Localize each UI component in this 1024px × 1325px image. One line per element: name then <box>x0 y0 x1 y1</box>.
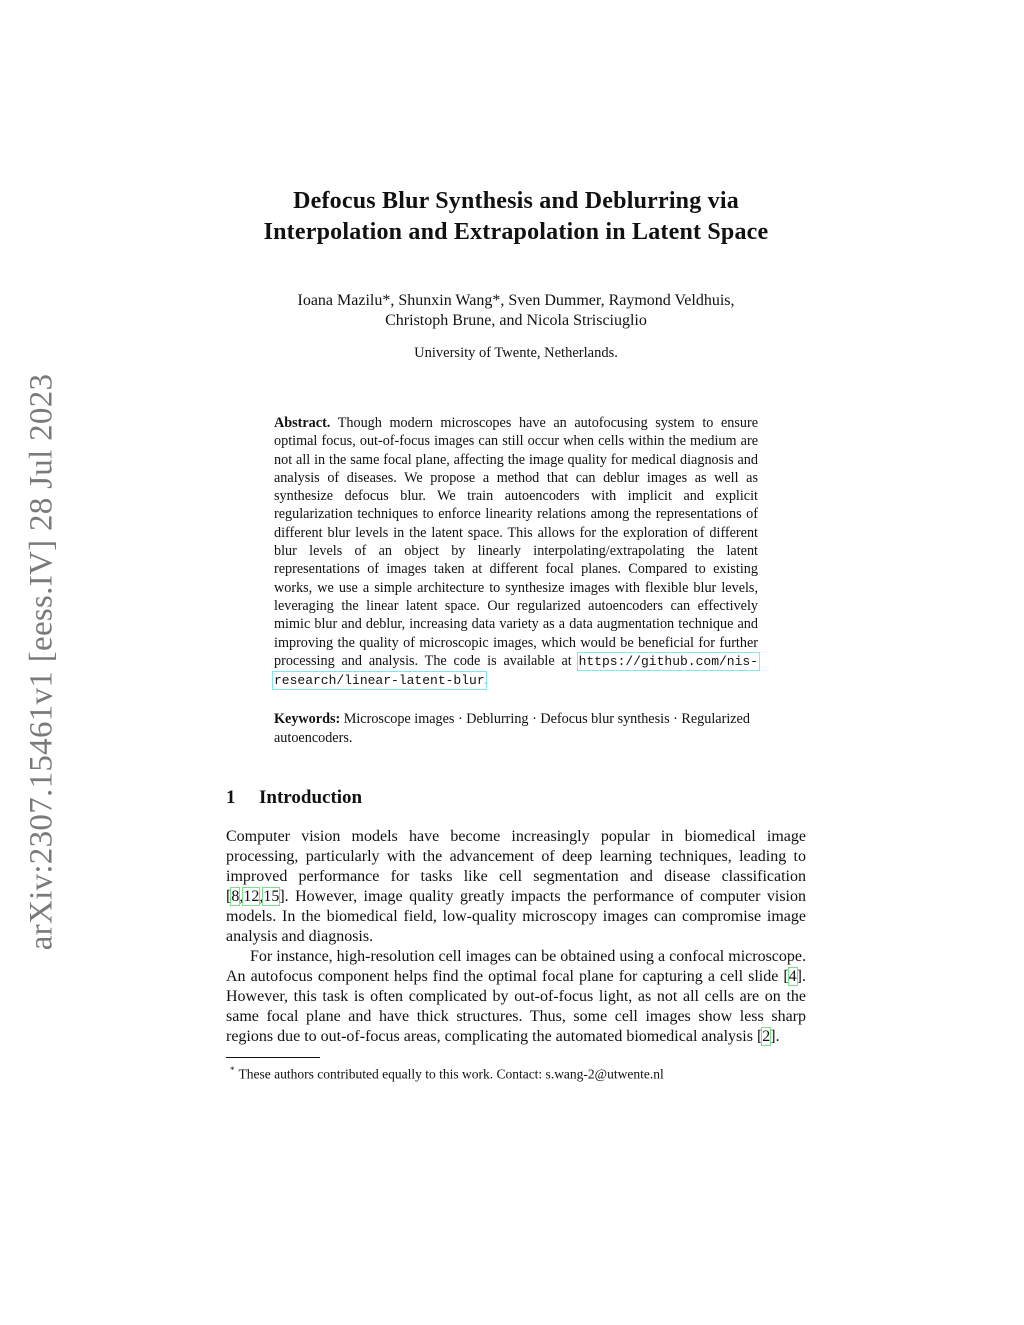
section-title: Introduction <box>259 787 363 809</box>
citation-15[interactable]: 15 <box>263 888 280 906</box>
title-line-1: Defocus Blur Synthesis and Deblurring via <box>293 188 739 214</box>
author-list <box>226 291 806 331</box>
p2-text-mid: ]. However, this task is often complicated by out-of-focus light, as not all cells are on the same focal plane and have thick structures. Thus, some cell images show less sharp regions due to out-of-focus areas, complicating the automated biomedical analysis [ <box>226 968 806 1046</box>
footnote-divider <box>226 1057 320 1058</box>
title-line-2: Interpolation and Extrapolation in Latent Space <box>263 219 769 245</box>
paragraph-2 <box>226 947 806 1047</box>
paragraph-1 <box>226 827 806 947</box>
p1-text-end: ]. However, image quality greatly impacts the performance of computer vision models. In the biomedical field, low-quality microscopy images can compromise image analysis and diagnosis. <box>226 888 806 946</box>
abstract-text: Though modern microscopes have an autofocusing system to ensure optimal focus, out-of-focus images can still occur when cells within the medium are not all in the same focal plane, affecting the image quality for medical diagnosis and analysis of diseases. We propose a method that can deblur images as well as synthesize defocus blur. We train autoencoders with implicit and explicit regularization techniques to enforce linearity relations among the representations of different blur levels in the latent space. This allows for the exploration of different blur levels of an object by linearly interpolating/extrapolating the latent representations of images taken at different focal planes. Compared to existing works, we use a simple architecture to synthesize images with flexible blur levels, leveraging the linear latent space. Our regularized autoencoders can effectively mimic blur and deblur, increasing data variety as a data augmentation technique and improving the quality of microscopic images, which would be beneficial for further processing and analysis. The code is available at <box>274 415 758 669</box>
code-repository-link[interactable]: https://github.com/nis-research/linear-latent-blur <box>274 653 759 689</box>
p1-sep-2: , <box>259 888 264 906</box>
p1-text-start: Computer vision models have become increasingly popular in biomedical image processing, particularly with the advancement of deep learning techniques, leading to improved performance for tasks like cell segmentation and disease classification [ <box>226 828 806 906</box>
citation-4[interactable]: 4 <box>788 968 797 986</box>
abstract-label: Abstract. <box>274 415 331 431</box>
abstract-end-punct: . <box>484 672 489 689</box>
section-heading-introduction <box>226 787 806 809</box>
introduction-body <box>226 827 806 1047</box>
footnote <box>226 1062 806 1083</box>
paper-title <box>226 186 806 248</box>
p2-text-start: For instance, high-resolution cell images can be obtained using a confocal microscope. An autofocus component helps find the optimal focal plane for capturing a cell slide [ <box>226 948 806 986</box>
citation-8[interactable]: 8 <box>231 888 240 906</box>
keywords <box>274 710 758 747</box>
citation-2[interactable]: 2 <box>762 1028 771 1046</box>
p1-sep-1: , <box>239 888 244 906</box>
authors-line-2: Christoph Brune, and Nicola Strisciuglio <box>385 312 647 329</box>
footnote-marker: * <box>230 1065 235 1076</box>
section-number: 1 <box>226 787 236 809</box>
citation-12[interactable]: 12 <box>243 888 260 906</box>
keywords-label: Keywords: <box>274 711 341 728</box>
footnote-text: These authors contributed equally to this work. Contact: s.wang-2@utwente.nl <box>238 1066 664 1082</box>
authors-line-1: Ioana Mazilu*, Shunxin Wang*, Sven Dummer, Raymond Veldhuis, <box>297 292 735 309</box>
affiliation: University of Twente, Netherlands. <box>414 345 618 361</box>
abstract <box>274 414 758 690</box>
keywords-text: Microscope images · Deblurring · Defocus blur synthesis · Regularized autoencoders. <box>274 711 750 746</box>
p2-text-end: ]. <box>770 1028 780 1046</box>
paper-first-page <box>226 186 806 1083</box>
arxiv-identifier-stamp: arXiv:2307.15461v1 [eess.IV] 28 Jul 2023 <box>23 373 60 951</box>
